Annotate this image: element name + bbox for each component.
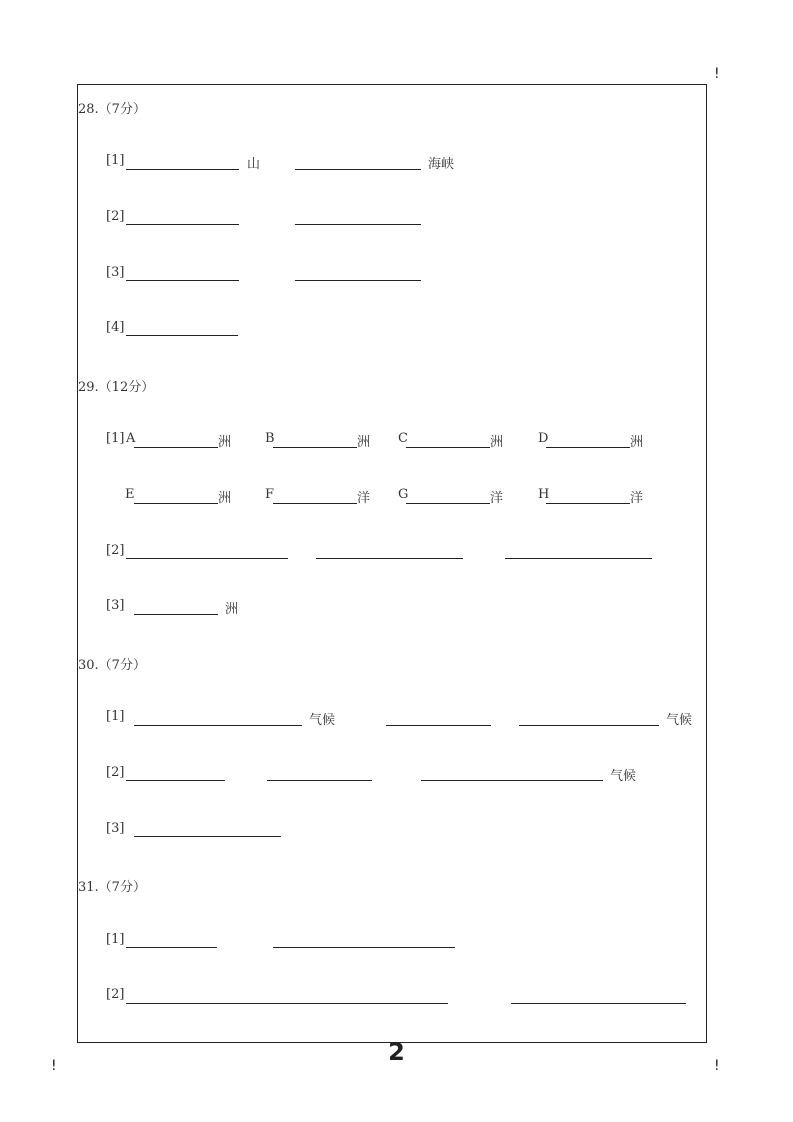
- q31-r1-label: [1]: [106, 932, 125, 947]
- q30-r2-blank-2[interactable]: [267, 780, 372, 781]
- q30-r3-label: [3]: [106, 821, 125, 836]
- q28-r1-suffix-2: 海峡: [428, 157, 455, 172]
- q29-letter-c: C: [398, 431, 408, 446]
- q29-r1-label: [1]: [106, 431, 125, 446]
- q28-r2-blank-1[interactable]: [126, 224, 239, 225]
- q28-r3-label: [3]: [106, 265, 125, 280]
- corner-mark-top-right: !: [714, 66, 720, 82]
- q29-blank-g[interactable]: [406, 503, 490, 504]
- q29-suffix-h: 洋: [630, 491, 644, 506]
- q29-suffix-g: 洋: [490, 491, 504, 506]
- q28-r3-blank-2[interactable]: [295, 280, 421, 281]
- q29-r3-blank[interactable]: [134, 614, 218, 615]
- q30-r2-label: [2]: [106, 765, 125, 780]
- q30-r2-blank-3[interactable]: [421, 780, 603, 781]
- q28-r1-blank-2[interactable]: [295, 169, 421, 170]
- page-number: 2: [388, 1038, 405, 1066]
- q30-r1-suffix-1: 气候: [309, 713, 336, 728]
- corner-mark-bottom-right: !: [714, 1058, 720, 1074]
- q28-heading: 28.（7分）: [78, 102, 146, 117]
- q29-blank-d[interactable]: [546, 447, 630, 448]
- q30-r1-label: [1]: [106, 709, 125, 724]
- q29-r3-suffix: 洲: [225, 602, 239, 617]
- q29-letter-f: F: [265, 487, 275, 502]
- q28-r2-blank-2[interactable]: [295, 224, 421, 225]
- q30-heading: 30.（7分）: [78, 658, 146, 673]
- q29-r3-label: [3]: [106, 598, 125, 613]
- q30-r3-blank[interactable]: [134, 836, 281, 837]
- q31-heading: 31.（7分）: [78, 880, 146, 895]
- q29-blank-b[interactable]: [273, 447, 357, 448]
- q28-r4-blank-1[interactable]: [126, 335, 238, 336]
- q30-r1-blank-1[interactable]: [134, 725, 302, 726]
- q30-r1-blank-2[interactable]: [386, 725, 491, 726]
- q29-letter-a: A: [126, 431, 136, 446]
- q29-suffix-a: 洲: [218, 435, 232, 450]
- q28-r3-blank-1[interactable]: [126, 280, 239, 281]
- q29-r2-blank-3[interactable]: [505, 558, 652, 559]
- q28-r4-label: [4]: [106, 320, 125, 335]
- q28-r1-suffix-1: 山: [247, 157, 261, 172]
- q29-r2-blank-2[interactable]: [316, 558, 463, 559]
- q29-r2-label: [2]: [106, 543, 125, 558]
- q30-r1-blank-3[interactable]: [519, 725, 659, 726]
- q29-suffix-f: 洋: [357, 491, 371, 506]
- q29-letter-e: E: [125, 487, 135, 502]
- corner-mark-bottom-left: !: [51, 1058, 57, 1074]
- q29-suffix-e: 洲: [218, 491, 232, 506]
- answer-sheet-frame: [77, 84, 707, 1043]
- q31-r1-blank-2[interactable]: [273, 947, 455, 948]
- q30-r1-suffix-2: 气候: [666, 713, 693, 728]
- q31-r2-blank-2[interactable]: [511, 1003, 686, 1004]
- q28-r2-label: [2]: [106, 209, 125, 224]
- q29-blank-a[interactable]: [134, 447, 218, 448]
- q31-r1-blank-1[interactable]: [126, 947, 217, 948]
- q29-letter-h: H: [538, 487, 550, 502]
- q30-r2-suffix: 气候: [610, 769, 637, 784]
- q29-r2-blank-1[interactable]: [126, 558, 288, 559]
- q30-r2-blank-1[interactable]: [126, 780, 225, 781]
- q29-suffix-d: 洲: [630, 435, 644, 450]
- q29-letter-g: G: [398, 487, 409, 502]
- q28-r1-blank-1[interactable]: [126, 169, 239, 170]
- q29-blank-c[interactable]: [406, 447, 490, 448]
- q29-suffix-c: 洲: [490, 435, 504, 450]
- q29-heading: 29.（12分）: [78, 380, 155, 395]
- q29-blank-f[interactable]: [273, 503, 357, 504]
- q29-blank-h[interactable]: [546, 503, 630, 504]
- q29-blank-e[interactable]: [134, 503, 218, 504]
- q29-letter-b: B: [265, 431, 275, 446]
- q29-letter-d: D: [538, 431, 549, 446]
- q29-suffix-b: 洲: [357, 435, 371, 450]
- q31-r2-label: [2]: [106, 987, 125, 1002]
- q28-r1-label: [1]: [106, 153, 125, 168]
- q31-r2-blank-1[interactable]: [126, 1003, 448, 1004]
